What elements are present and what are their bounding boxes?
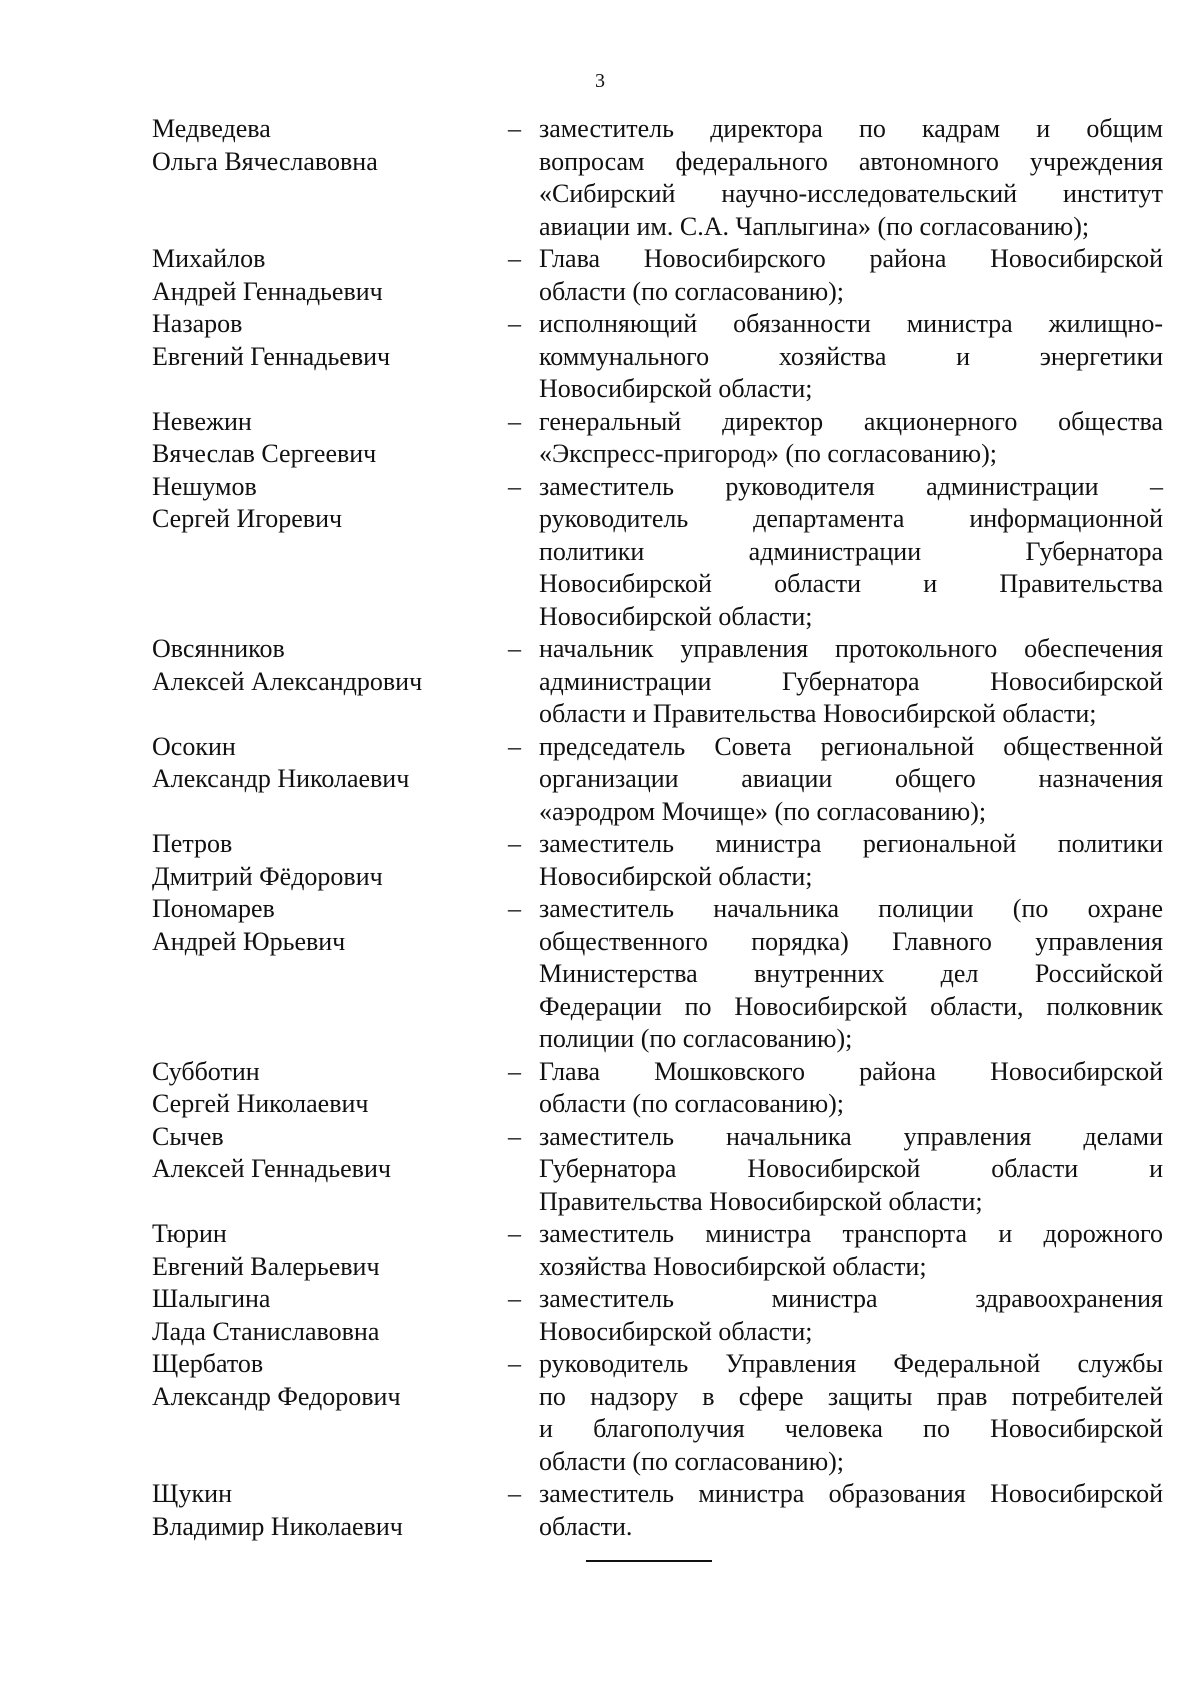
list-item bbox=[0, 308, 1200, 406]
member-name bbox=[152, 828, 482, 893]
surname: Назаров bbox=[152, 309, 243, 338]
given-names: Лада Станиславовна bbox=[152, 1316, 380, 1346]
surname: Пономарев bbox=[152, 894, 275, 923]
dash: – bbox=[508, 1056, 521, 1086]
list-item bbox=[0, 406, 1200, 471]
list-item bbox=[0, 633, 1200, 731]
list-item bbox=[0, 828, 1200, 893]
end-separator-line bbox=[586, 1560, 712, 1562]
dash: – bbox=[508, 1121, 521, 1151]
list-item bbox=[0, 1348, 1200, 1478]
surname: Тюрин bbox=[152, 1219, 227, 1248]
member-name bbox=[152, 1478, 482, 1543]
member-name bbox=[152, 1348, 482, 1413]
member-position: председатель Совета региональной общественной организации авиации общего назначения «аэродром Мочище» (по согласованию); bbox=[539, 731, 1163, 826]
dash: – bbox=[508, 1219, 521, 1248]
dash: – bbox=[508, 244, 521, 273]
given-names: Вячеслав Сергеевич bbox=[152, 439, 377, 468]
given-names: Ольга Вячеславовна bbox=[152, 146, 378, 176]
dash: – bbox=[508, 114, 521, 143]
member-name bbox=[152, 471, 482, 536]
member-name bbox=[152, 243, 482, 308]
surname: Нешумов bbox=[152, 471, 257, 501]
dash: – bbox=[508, 1349, 521, 1378]
list-item bbox=[0, 471, 1200, 634]
member-position: заместитель директора по кадрам и общим вопросам федерального автономного учреждения «Сибирский научно-исследовательский институт авиации им. С.А. Чаплыгина» (по согласованию); bbox=[539, 114, 1163, 241]
surname: Шалыгина bbox=[152, 1284, 271, 1313]
dash: – bbox=[508, 829, 521, 858]
member-name bbox=[152, 1121, 482, 1186]
dash: – bbox=[508, 634, 521, 663]
surname: Невежин bbox=[152, 406, 252, 436]
given-names: Сергей Игоревич bbox=[152, 504, 343, 533]
member-position: исполняющий обязанности министра жилищно- коммунального хозяйства и энергетики Новосибирской области; bbox=[539, 309, 1163, 403]
list-item bbox=[0, 1283, 1200, 1348]
member-position: заместитель руководителя администрации – руководитель департамента информационной политики администрации Губернатора Новосибирской области и Правительства Новосибирской области; bbox=[539, 471, 1163, 631]
member-position: генеральный директор акционерного общества «Экспресс-пригород» (по согласованию); bbox=[539, 406, 1163, 468]
list-item bbox=[0, 113, 1200, 243]
dash: – bbox=[508, 309, 521, 338]
surname: Овсянников bbox=[152, 634, 285, 663]
member-position: заместитель министра здравоохранения Новосибирской области; bbox=[539, 1284, 1163, 1346]
member-name bbox=[152, 1283, 482, 1348]
dash: – bbox=[508, 1284, 521, 1313]
given-names: Алексей Геннадьевич bbox=[152, 1154, 391, 1183]
member-name bbox=[152, 308, 482, 373]
page-number: 3 bbox=[595, 70, 605, 92]
list-item bbox=[0, 243, 1200, 308]
surname: Осокин bbox=[152, 731, 236, 761]
given-names: Александр Николаевич bbox=[152, 764, 410, 793]
dash: – bbox=[508, 731, 521, 761]
given-names: Алексей Александрович bbox=[152, 666, 423, 696]
member-name bbox=[152, 633, 482, 698]
given-names: Евгений Геннадьевич bbox=[152, 341, 391, 371]
surname: Сычев bbox=[152, 1121, 224, 1151]
members-list bbox=[0, 113, 1200, 1543]
list-item bbox=[0, 893, 1200, 1056]
member-position: Глава Мошковского района Новосибирской области (по согласованию); bbox=[539, 1056, 1163, 1118]
given-names: Андрей Юрьевич bbox=[152, 926, 346, 956]
member-position: заместитель министра региональной политики Новосибирской области; bbox=[539, 829, 1163, 891]
surname: Михайлов bbox=[152, 244, 266, 273]
member-position: Глава Новосибирского района Новосибирской области (по согласованию); bbox=[539, 244, 1163, 306]
dash: – bbox=[508, 406, 521, 436]
given-names: Евгений Валерьевич bbox=[152, 1251, 380, 1281]
member-position: начальник управления протокольного обеспечения администрации Губернатора Новосибирской области и Правительства Новосибирской области; bbox=[539, 634, 1163, 728]
dash: – bbox=[508, 894, 521, 923]
member-position: заместитель начальника управления делами Губернатора Новосибирской области и Правительства Новосибирской области; bbox=[539, 1121, 1163, 1216]
surname: Петров bbox=[152, 829, 233, 858]
given-names: Дмитрий Фёдорович bbox=[152, 861, 383, 891]
surname: Щербатов bbox=[152, 1349, 264, 1378]
list-item bbox=[0, 1121, 1200, 1219]
dash: – bbox=[508, 471, 521, 501]
surname: Щукин bbox=[152, 1479, 233, 1508]
surname: Медведева bbox=[152, 114, 271, 143]
given-names: Сергей Николаевич bbox=[152, 1089, 369, 1118]
member-position: заместитель министра транспорта и дорожного хозяйства Новосибирской области; bbox=[539, 1219, 1163, 1281]
member-position: заместитель начальника полиции (по охране общественного порядка) Главного управления Министерства внутренних дел Российской Федерации по Новосибирской области, полковник полиции (по согласованию); bbox=[539, 894, 1163, 1053]
list-item bbox=[0, 1056, 1200, 1121]
member-position: заместитель министра образования Новосибирской области. bbox=[539, 1479, 1163, 1541]
member-name bbox=[152, 406, 482, 471]
member-position: руководитель Управления Федеральной службы по надзору в сфере защиты прав потребителей и благополучия человека по Новосибирской области (по согласованию); bbox=[539, 1349, 1163, 1476]
member-name bbox=[152, 113, 482, 178]
member-name bbox=[152, 893, 482, 958]
given-names: Владимир Николаевич bbox=[152, 1511, 403, 1541]
list-item bbox=[0, 1218, 1200, 1283]
list-item bbox=[0, 731, 1200, 829]
surname: Субботин bbox=[152, 1056, 260, 1086]
given-names: Андрей Геннадьевич bbox=[152, 276, 383, 306]
member-name bbox=[152, 1218, 482, 1283]
member-name bbox=[152, 1056, 482, 1121]
list-item bbox=[0, 1478, 1200, 1543]
dash: – bbox=[508, 1479, 521, 1508]
member-name bbox=[152, 731, 482, 796]
given-names: Александр Федорович bbox=[152, 1381, 401, 1411]
